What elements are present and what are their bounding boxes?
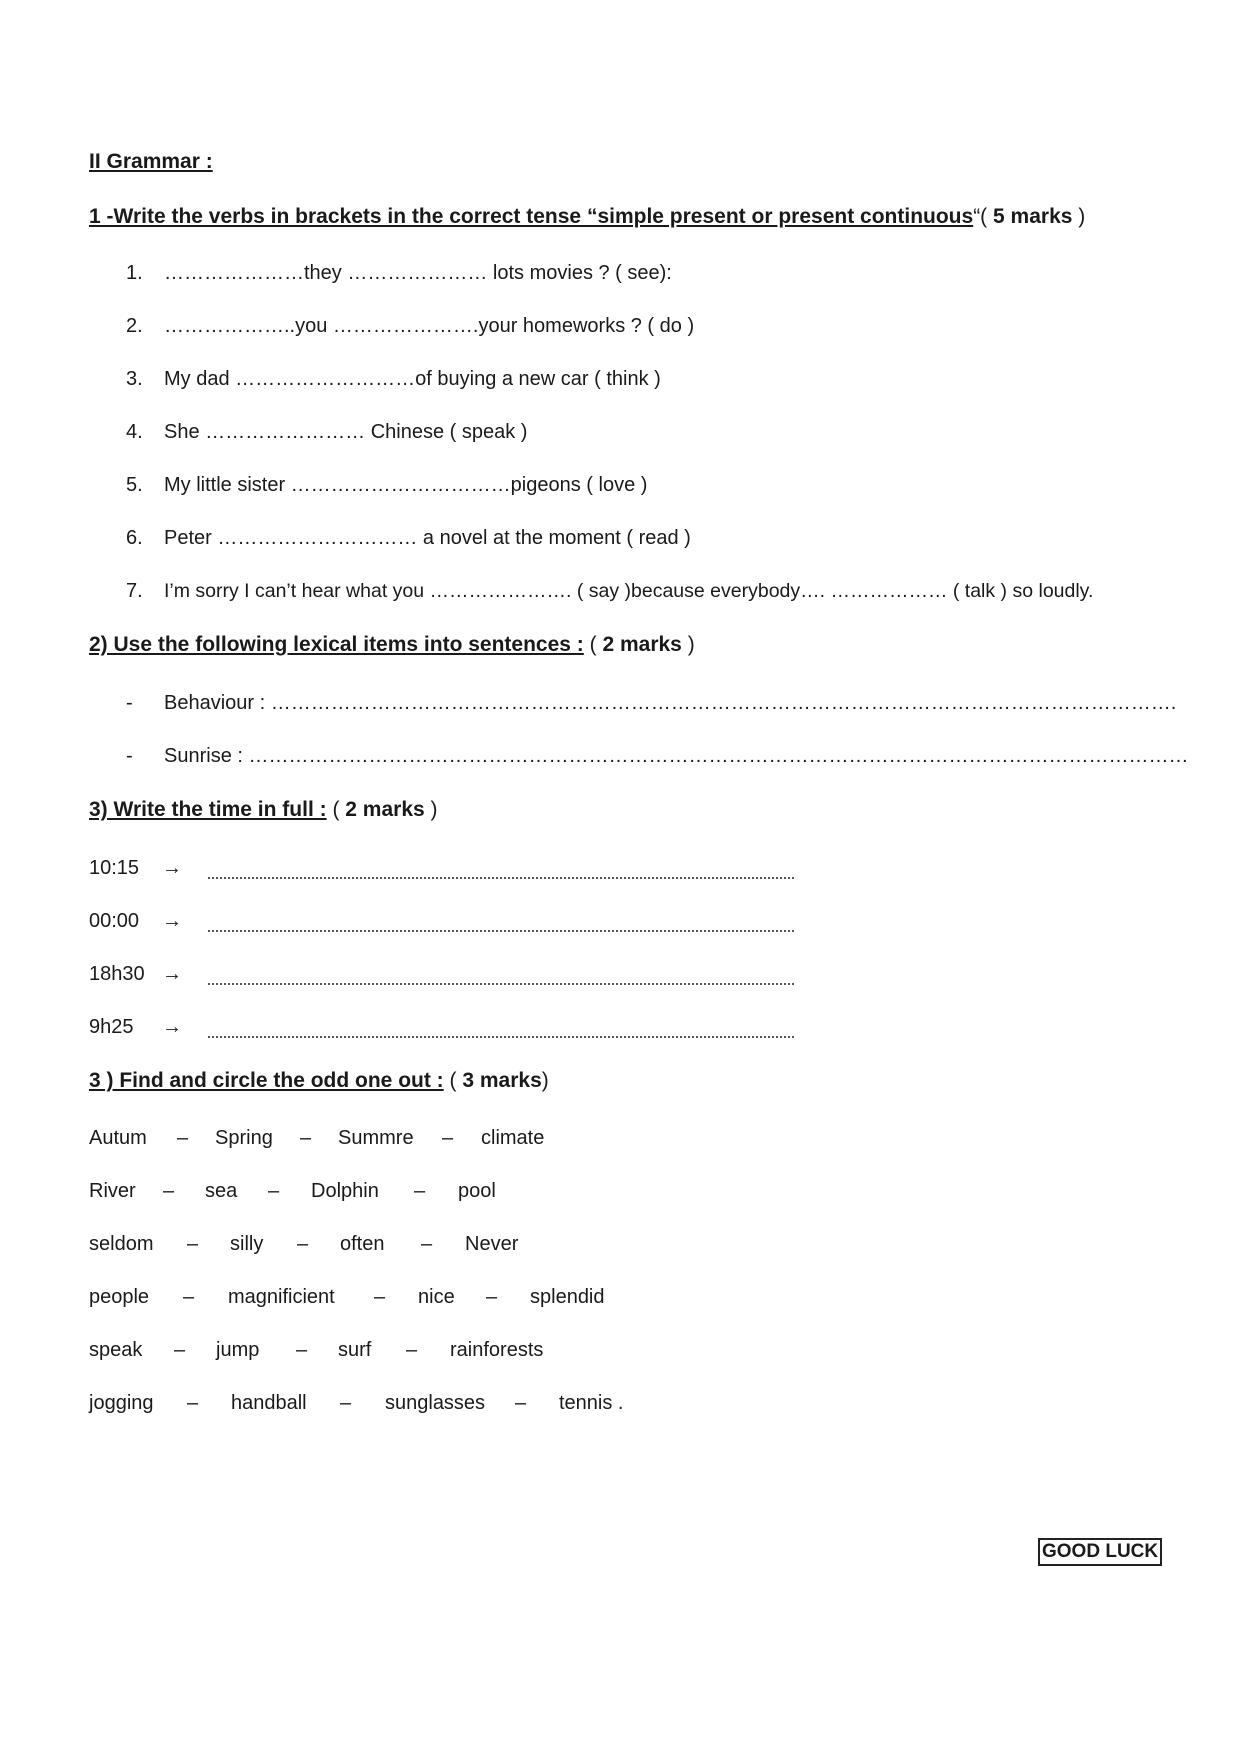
- exercise1-heading: 1 -Write the verbs in brackets in the correct tense “simple present or present continuous“( 5 marks ): [89, 205, 1086, 228]
- arrow-icon: →: [162, 857, 182, 879]
- arrow-icon: →: [162, 910, 182, 932]
- section-title: II Grammar :: [89, 150, 213, 173]
- answer-line: [208, 983, 794, 985]
- time-value: 18h30: [89, 963, 145, 985]
- exercise4-heading: 3 ) Find and circle the odd one out : ( 3 marks): [89, 1069, 549, 1092]
- time-value: 9h25: [89, 1016, 134, 1038]
- arrow-icon: →: [162, 1016, 182, 1038]
- good-luck-box: GOOD LUCK: [1038, 1538, 1162, 1566]
- arrow-icon: →: [162, 963, 182, 985]
- answer-line: [208, 877, 794, 879]
- time-value: 10:15: [89, 857, 140, 879]
- exercise2-heading: 2) Use the following lexical items into sentences : ( 2 marks ): [89, 633, 695, 656]
- answer-line: [208, 1036, 794, 1038]
- time-value: 00:00: [89, 910, 140, 932]
- exercise3-heading: 3) Write the time in full : ( 2 marks ): [89, 798, 438, 821]
- answer-line: [208, 930, 794, 932]
